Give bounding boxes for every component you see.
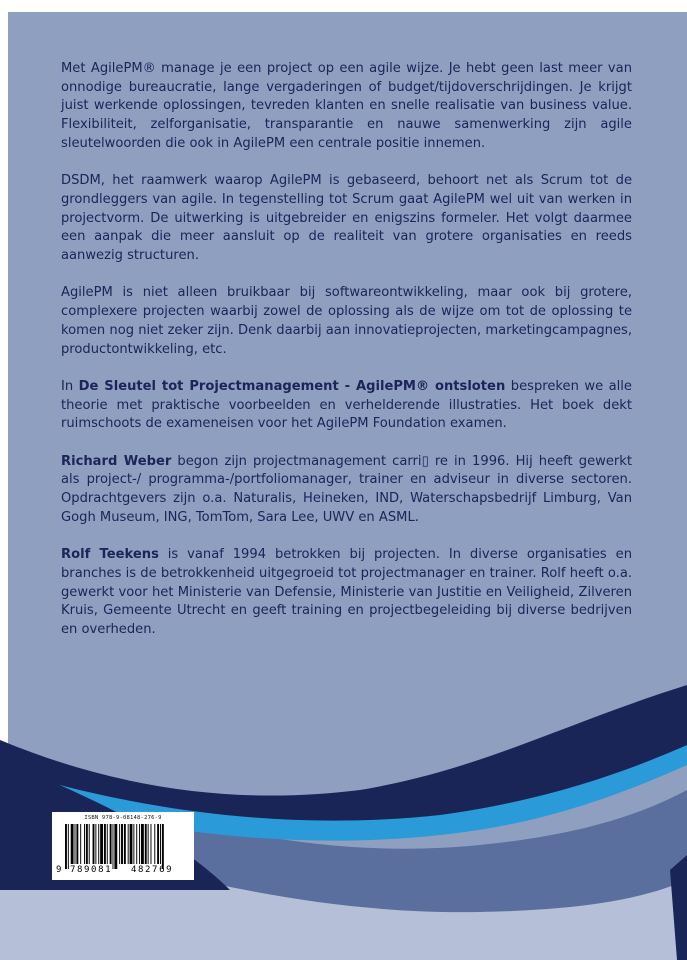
barcode-bar (104, 824, 106, 864)
barcode-bar (95, 824, 96, 864)
barcode-bar (100, 824, 103, 864)
barcode-bar (128, 824, 129, 864)
barcode-bar (148, 824, 149, 864)
barcode-bar (110, 824, 112, 864)
barcode-bar (124, 824, 126, 864)
barcode-bar (86, 824, 88, 864)
author-name-weber: Richard Weber (61, 453, 172, 469)
barcode-bar (113, 824, 114, 869)
barcode-bar (98, 824, 99, 864)
barcode-bar (76, 824, 78, 864)
barcode-bar (145, 824, 147, 864)
book-title: De Sleutel tot Projectmanagement - AgilePM® ontsloten (78, 378, 506, 394)
barcode-bar (68, 824, 69, 869)
barcode-bar (84, 824, 85, 864)
barcode-bar (121, 824, 123, 864)
barcode-bar (75, 824, 76, 864)
barcode-bar (139, 824, 140, 864)
paragraph-dsdm: DSDM, het raamwerk waarop AgilePM is gebaseerd, behoort net als Scrum tot de grondleggers van agile. In tegenstelling tot Scrum gaat AgilePM wel uit van werken in projectvorm. De uitwerking is uitgebreider en enigszins formeler. Het volgt daarmee een aanpak die meer aansluit op de realiteit van grotere organisaties en reeds aanwezig structuren. (61, 173, 632, 264)
barcode-bar (151, 824, 152, 864)
barcode-bar (141, 824, 144, 864)
barcode-bar (157, 824, 159, 864)
barcode-left-digits: 789081 (70, 865, 113, 875)
paragraph-usage: AgilePM is niet alleen bruikbaar bij softwareontwikkeling, maar ook bij grotere, complexere projecten waarbij zowel de oplossing als de wijze om tot de oplossing te komen nog niet zeker zijn. Denk daarbij aan innovatieprojecten, marketingcampagnes, productontwikkeling, etc. (61, 285, 632, 357)
barcode (52, 812, 194, 880)
paragraph-author-teekens: Rolf Teekens is vanaf 1994 betrokken bij projecten. In diverse organisaties en branches is de betrokkenheid uitgegroeid tot projectmanager en trainer. Rolf heeft o.a. gewerkt voor het Ministerie van Defensie, Ministerie van Justitie en Veiligheid, Zilveren Kruis, Gemeente Utrecht en geeft training en projectbegeleiding bij diverse bedrijven en overheden. (61, 547, 632, 638)
barcode-bar (160, 824, 161, 864)
paragraph-book: In De Sleutel tot Projectmanagement - AgilePM® ontsloten bespreken we alle theorie met praktische voorbeelden en verhelderende illustraties. Het boek dekt ruimschoots de exameneisen voor het AgilePM Foundation examen. (61, 378, 632, 432)
barcode-bar (133, 824, 134, 864)
barcode-bar (119, 824, 120, 864)
barcode-bar (71, 824, 74, 864)
paragraph-intro: Met AgilePM® manage je een project op een agile wijze. Je hebt geen last meer van onnodige bureaucratie, lange vergaderingen of budget/tijdoverschrijdingen. Je krijgt juist werkende oplossingen, tevreden klanten en snelle realisatie van business value. Flexibiliteit, zelforganisatie, transparantie en nauwe samenwerking zijn agile sleutelwoorden die ook in AgilePM een centrale positie innemen. (61, 61, 632, 151)
barcode-bar (65, 824, 67, 869)
barcode-bar (89, 824, 90, 864)
barcode-bar (130, 824, 133, 864)
barcode-bar (114, 824, 117, 869)
barcode-first-digit: 9 (56, 865, 64, 875)
barcode-bar (80, 824, 81, 864)
barcode-bar (154, 824, 155, 864)
barcode-bar (107, 824, 108, 864)
barcode-right-digits: 482769 (131, 865, 174, 875)
barcode-bar (136, 824, 137, 864)
barcode-bar (162, 824, 164, 869)
barcode-bar (93, 824, 95, 864)
paragraph-author-weber: Richard Weber begon zijn projectmanagement carri▯ re in 1996. Hij heeft gewerkt als project-/ programma-/portfoliomanager, trainer en adviseur in diverse sectoren. Opdrachtgevers zijn o.a. Naturalis, Heineken, IND, Waterschapsbedrijf Limburg, Van Gogh Museum, ING, TomTom, Sara Lee, UWV en ASML. (61, 453, 632, 525)
author-name-teekens: Rolf Teekens (61, 547, 159, 563)
isbn-label: ISBN 978-9-08148-276-9 (84, 815, 162, 821)
